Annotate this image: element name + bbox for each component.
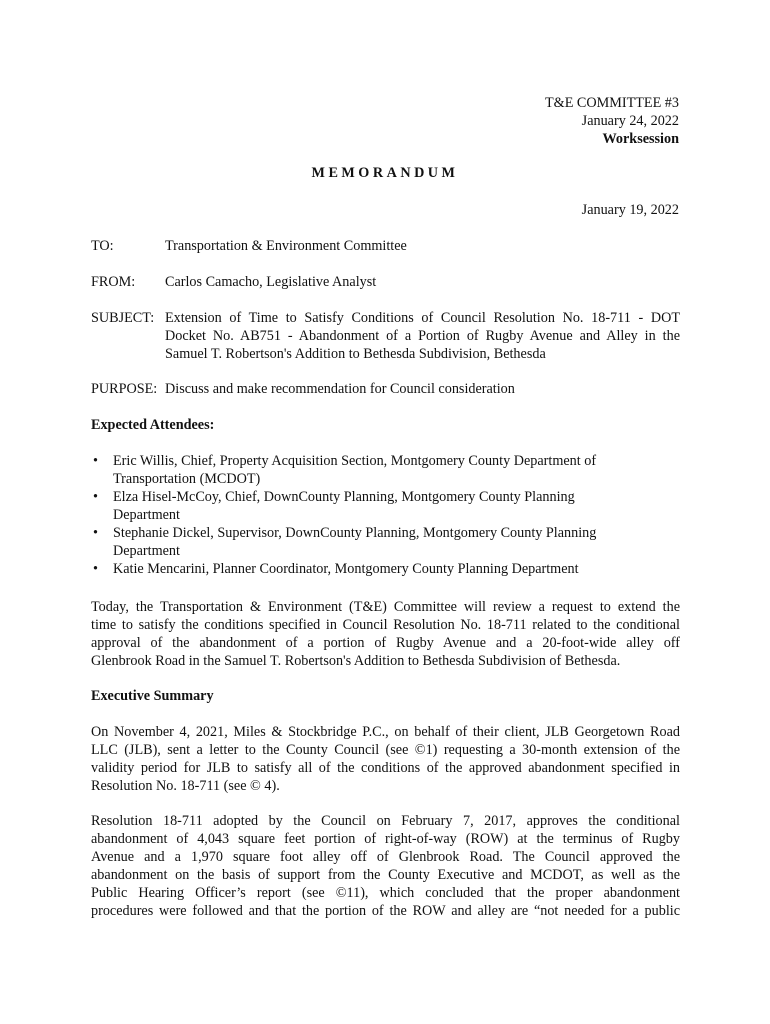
- text-line: Resolution 18-711 adopted by the Council on February 7, 2017, approves the conditional: [91, 813, 680, 829]
- attendee-line: Transportation (MCDOT): [113, 471, 261, 487]
- text-line: procedures were followed and that the portion of the ROW and alley are “not needed for a public: [91, 903, 680, 919]
- attendees-list: [91, 452, 651, 578]
- list-item: [91, 560, 651, 578]
- memo-title: MEMORANDUM: [311, 165, 459, 181]
- subject-label: SUBJECT:: [91, 310, 155, 326]
- summary-paragraph-2: [91, 812, 680, 920]
- from-label: FROM:: [91, 274, 136, 290]
- session-type: Worksession: [602, 131, 679, 147]
- attendee-line: Department: [113, 507, 180, 523]
- to-value: Transportation & Environment Committee: [165, 238, 407, 254]
- attendee-line: • Stephanie Dickel, Supervisor, DownCounty Planning, Montgomery County Planning: [113, 525, 597, 541]
- attendees-heading: Expected Attendees:: [91, 417, 215, 433]
- text-line: Public Hearing Officer’s report (see ©11), which concluded that the proper abandonment: [91, 885, 680, 901]
- from-value: Carlos Camacho, Legislative Analyst: [165, 274, 377, 290]
- to-label: TO:: [91, 238, 114, 254]
- list-item: [91, 524, 651, 560]
- memo-date: January 19, 2022: [581, 202, 679, 218]
- subject-line: Docket No. AB751 - Abandonment of a Portion of Rugby Avenue and Alley in the: [165, 328, 680, 344]
- text-line: Avenue and a 1,970 square foot alley off of Glenbrook Road. The Council approved the: [91, 849, 680, 865]
- subject-value: [165, 309, 680, 363]
- executive-summary-heading: Executive Summary: [91, 688, 214, 704]
- meeting-date: January 24, 2022: [581, 113, 679, 129]
- purpose-label: PURPOSE:: [91, 381, 158, 397]
- attendee-line: Department: [113, 543, 180, 559]
- text-line: LLC (JLB), sent a letter to the County Council (see ©1) requesting a 30-month extension of the: [91, 742, 680, 758]
- attendee-line: • Katie Mencarini, Planner Coordinator, Montgomery County Planning Department: [113, 561, 579, 577]
- committee-label: T&E COMMITTEE #3: [545, 95, 679, 111]
- subject-line: Extension of Time to Satisfy Conditions of Council Resolution No. 18-711 - DOT: [165, 310, 680, 326]
- text-line: Today, the Transportation & Environment (T&E) Committee will review a request to extend the: [91, 599, 680, 615]
- summary-paragraph-1: [91, 723, 680, 795]
- text-line: validity period for JLB to satisfy all of the conditions of the approved abandonment specified in: [91, 760, 680, 776]
- text-line: On November 4, 2021, Miles & Stockbridge P.C., on behalf of their client, JLB Georgetown Road: [91, 724, 680, 740]
- text-line: Glenbrook Road in the Samuel T. Robertson's Addition to Bethesda Subdivision of Bethesda.: [91, 653, 621, 669]
- purpose-value: Discuss and make recommendation for Council consideration: [165, 381, 515, 397]
- attendee-line: • Eric Willis, Chief, Property Acquisition Section, Montgomery County Department of: [113, 453, 597, 469]
- subject-line: Samuel T. Robertson's Addition to Bethesda Subdivision, Bethesda: [165, 346, 546, 362]
- text-line: approval of the abandonment of a portion of Rugby Avenue and a 20-foot-wide alley off: [91, 635, 680, 651]
- attendee-line: • Elza Hisel-McCoy, Chief, DownCounty Planning, Montgomery County Planning: [113, 489, 575, 505]
- text-line: abandonment on the basis of support from the County Executive and MCDOT, as well as the: [91, 867, 680, 883]
- list-item: [91, 488, 651, 524]
- text-line: Resolution No. 18-711 (see © 4).: [91, 778, 280, 794]
- list-item: [91, 452, 651, 488]
- document-header: [545, 94, 679, 148]
- text-line: abandonment of 4,043 square feet portion of right-of-way (ROW) at the terminus of Rugby: [91, 831, 680, 847]
- text-line: time to satisfy the conditions specified in Council Resolution No. 18-711 related to the conditional: [91, 617, 680, 633]
- intro-paragraph: [91, 598, 680, 670]
